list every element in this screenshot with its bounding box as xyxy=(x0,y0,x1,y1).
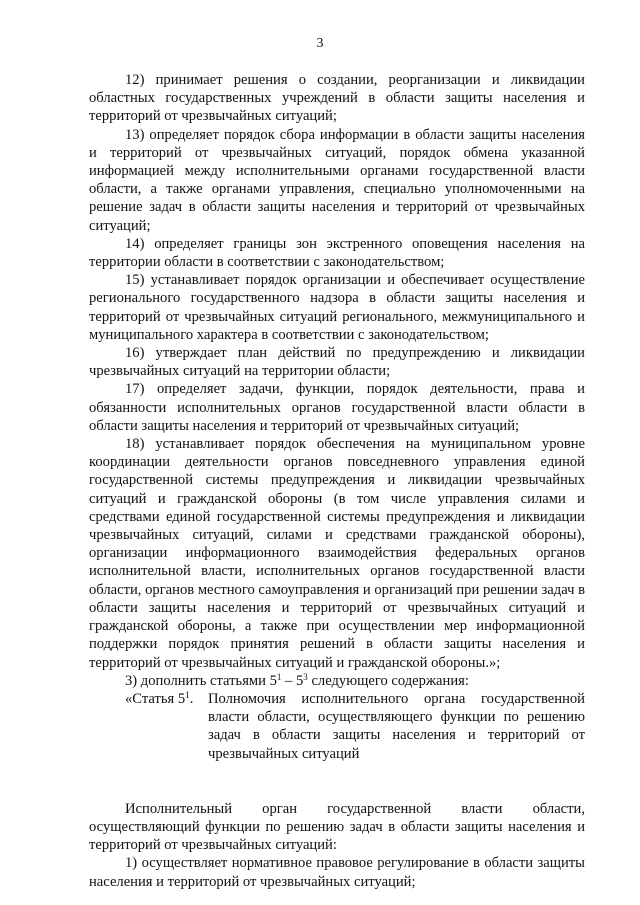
article-intro-paragraph: Исполнительный орган государственной власти области, осуществляющий функции по решению задач в области защиты населения и территорий от чрезвычайных ситуаций: xyxy=(89,800,585,854)
article-label xyxy=(125,690,193,708)
amendment-sup-1: 1 xyxy=(276,671,282,682)
amendment-prefix: 3) дополнить статьями 5 xyxy=(125,672,277,689)
paragraph-item-17: 17) определяет задачи, функции, порядок деятельности, права и обязанности исполнительных органов государственной власти области в области защиты населения и территорий от чрезвычайных ситуаций; xyxy=(89,381,585,434)
paragraph-item-16: 16) утверждает план действий по предупреждению и ликвидации чрезвычайных ситуаций на территории области; xyxy=(89,345,585,380)
section-spacer xyxy=(89,763,585,800)
article-title: Полномочия исполнительного органа государственной власти области, осуществляющего функции по решению задач в области защиты населения и территорий от чрезвычайных ситуаций xyxy=(208,690,585,762)
article-item-1: 1) осуществляет нормативное правовое регулирование в области защиты населения и территорий от чрезвычайных ситуаций; xyxy=(89,855,585,890)
paragraph-item-12: 12) принимает решения о создании, реорганизации и ликвидации областных государственных учреждений в области защиты населения и территорий от чрезвычайных ситуаций; xyxy=(89,72,585,125)
amendment-line xyxy=(89,672,585,690)
article-label-prefix: «Статья 5 xyxy=(125,690,186,707)
paragraph-item-14: 14) определяет границы зон экстренного оповещения населения на территории области в соответствии с законодательством; xyxy=(89,235,585,271)
document-body xyxy=(89,71,585,891)
article-label-suffix: . xyxy=(189,690,194,707)
amendment-sup-3: 3 xyxy=(303,671,308,682)
paragraph-item-13: 13) определяет порядок сбора информации в области защиты населения и территорий от чрезвычайных ситуаций, порядок обмена указанной информацией между исполнительными органами государственной власти области, а также органами управления, специально уполномоченными на решение задач в области защиты населения и территорий от чрезвычайных ситуаций; xyxy=(89,126,585,234)
paragraph-item-15: 15) устанавливает порядок организации и обеспечивает осуществление регионального государственного надзора в области защиты населения и территорий от чрезвычайных ситуаций регионального, межмуниципального и муниципального характера в соответствии с законодательством; xyxy=(89,272,585,343)
amendment-dash: – 5 xyxy=(281,672,304,689)
paragraph-item-18: 18) устанавливает порядок обеспечения на муниципальном уровне координации деятельности органов повседневного управления единой государственной системы предупреждения и ликвидации чрезвычайных ситуаций и гражданской обороны (в том числе управления силами и средствами единой государственной системы предупреждения и ликвидации чрезвычайных ситуаций, силами и средствами гражданской обороны), организации информационного взаимодействия федеральных органов исполнительной власти, исполнительных органов государственной власти области, органов местного самоуправления и организаций при решении задач в области защиты населения и территорий от чрезвычайных ситуаций и гражданской обороны, а также при осуществлении мер информационной поддержки порядок принятия решений в области защиты населения и территорий от чрезвычайных ситуаций и гражданской обороны.»; xyxy=(89,436,585,671)
page-number: 3 xyxy=(316,36,324,51)
amendment-suffix: следующего содержания: xyxy=(307,672,469,689)
article-heading xyxy=(89,690,585,763)
article-label-sup: 1 xyxy=(185,689,190,700)
